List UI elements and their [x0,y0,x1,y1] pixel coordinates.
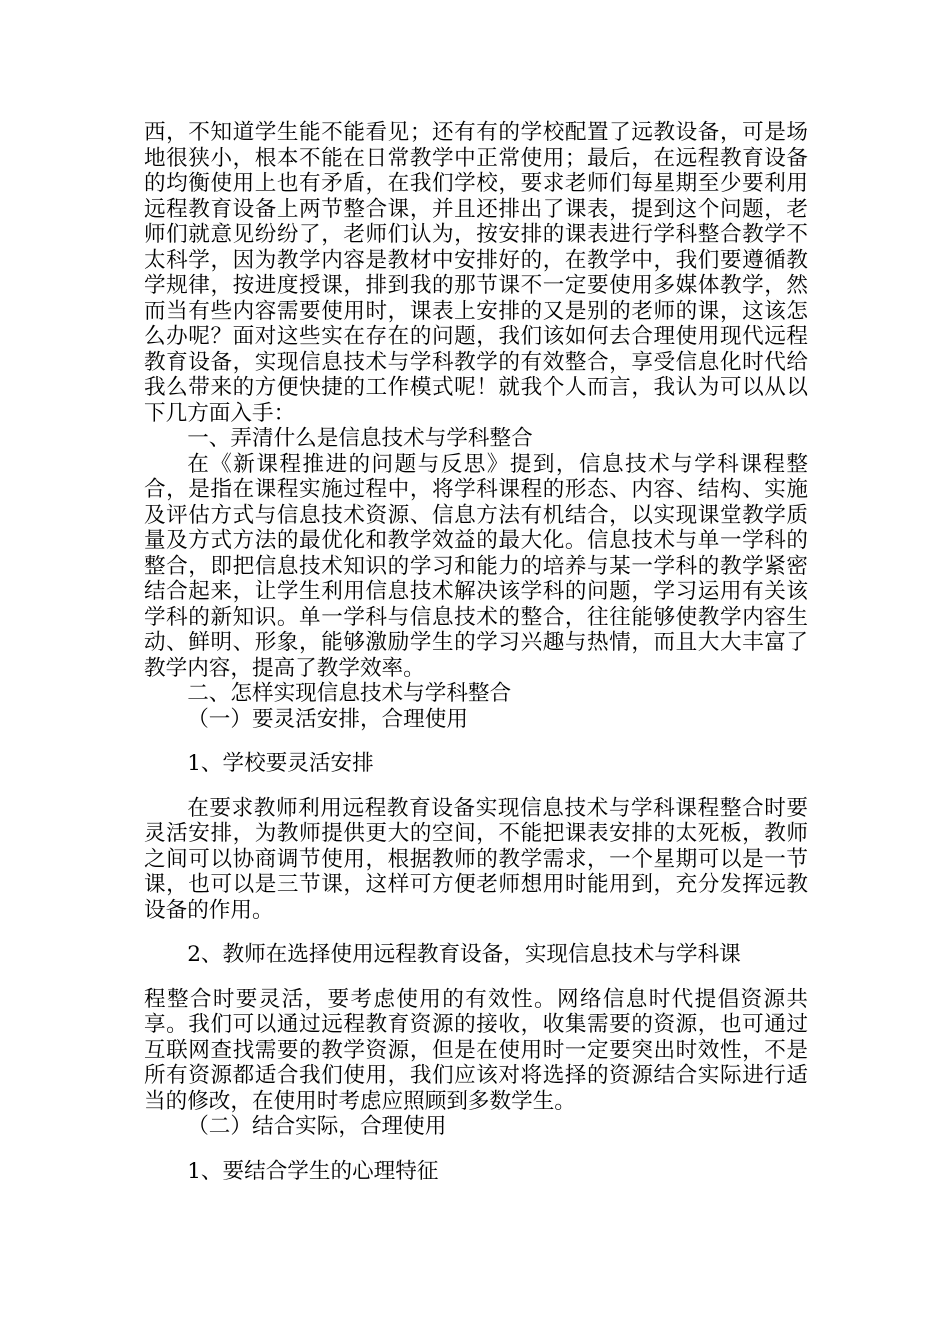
body-paragraph: 在要求教师利用远程教育设备实现信息技术与学科课程整合时要灵活安排，为教师提供更大的空间，不能把课表安排的太死板，教师之间可以协商调节使用，根据教师的教学需求，一个星期可以是一节课，也可以是三节课，这样可方便老师想用时能用到，充分发挥远教设备的作用。 [144,795,808,923]
body-paragraph: 程整合时要灵活，要考虑使用的有效性。网络信息时代提倡资源共享。我们可以通过远程教育资源的接收，收集需要的资源，也可通过互联网查找需要的教学资源，但是在使用时一定要突出时效性，不是所有资源都适合我们使用，我们应该对将选择的资源结合实际进行适当的修改，在使用时考虑应照顾到多数学生。 [144,986,808,1114]
section-heading: 二、怎样实现信息技术与学科整合 [187,681,512,706]
item-heading: 1、学校要灵活安排 [187,751,374,776]
document-page [144,120,808,1184]
item-heading: 2、教师在选择使用远程教育设备，实现信息技术与学科课 [187,942,741,967]
body-paragraph: 西，不知道学生能不能看见；还有有的学校配置了远教设备，可是场地很狭小，根本不能在日常教学中正常使用；最后，在远程教育设备的均衡使用上也有矛盾，在我们学校，要求老师们每星期至少要利用远程教育设备上两节整合课，并且还排出了课表，提到这个问题，老师们就意见纷纷了，老师们认为，按安排的课表进行学科整合教学不太科学，因为教学内容是教材中安排好的，在教学中，我们要遵循教学规律，按进度授课，排到我的那节课不一定要使用多媒体教学，然而当有些内容需要使用时，课表上安排的又是别的老师的课，这该怎么办呢？面对这些实在存在的问题，我们该如何去合理使用现代远程教育设备，实现信息技术与学科教学的有效整合，享受信息化时代给我么带来的方便快捷的工作模式呢！就我个人而言，我认为可以从以下几方面入手： [144,120,808,426]
item-heading: 1、要结合学生的心理特征 [187,1158,439,1184]
subsection-heading: （一）要灵活安排，合理使用 [187,706,468,732]
subsection-heading: （二）结合实际，合理使用 [187,1114,447,1139]
section-heading: 一、弄清什么是信息技术与学科整合 [187,426,533,451]
body-paragraph: 在《新课程推进的问题与反思》提到，信息技术与学科课程整合，是指在课程实施过程中，将学科课程的形态、内容、结构、实施及评估方式与信息技术资源、信息方法有机结合，以实现课堂教学质量及方式方法的最优化和教学效益的最大化。信息技术与单一学科的整合，即把信息技术知识的学习和能力的培养与某一学科的教学紧密结合起来，让学生利用信息技术解决该学科的问题，学习运用有关该学科的新知识。单一学科与信息技术的整合，往往能够使教学内容生动、鲜明、形象，能够激励学生的学习兴趣与热情，而且大大丰富了教学内容，提高了教学效率。 [144,451,808,681]
